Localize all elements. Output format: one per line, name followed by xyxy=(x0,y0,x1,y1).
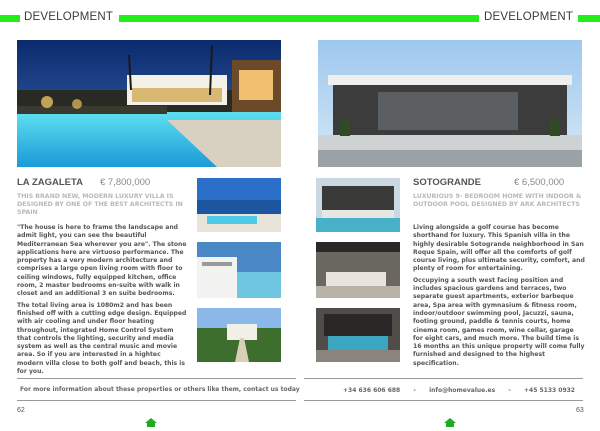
description-paragraph: Occupying a south west facing position and includes spacious gardens and terraces, two separate guest apartments, exterior barbeque area, Spa area with gymnasium & fitness room, indoor/outdoor swimming pool, Jacuzzi, sauna, footing ground, paddle & tennis courts, home cinema room, games room, wine cellar, garage for eight cars, and much more. The build time is 16 months an this unique property will come fully furnished and designed to the highest specification. xyxy=(413,276,585,367)
thumb-photo-terrace xyxy=(197,242,281,298)
hero-photo-la-zagaleta xyxy=(17,40,281,167)
description-paragraph: Living alongside a golf course has become shorthand for luxury. This Spanish villa in the highly desirable Sotogrande neighborhood in San Roque Spain, will offer all the comforts of golf course living, plus ultimate security, comfort, and plenty of room for entertaining. xyxy=(413,224,585,273)
property-name-la-zagaleta: LA ZAGALETA xyxy=(17,177,83,188)
footer-contact-text: For more information about these properties or others like them, contact us today xyxy=(20,386,300,393)
footer-divider-left xyxy=(17,378,296,379)
property-price-la-zagaleta: € 7,800,000 xyxy=(100,177,151,188)
property-subtitle-sotogrande: LUXURIOUS 9- BEDROOM HOME WITH INDOOR & OUTDOOR POOL DESIGNED BY ARK ARCHITECTS xyxy=(413,193,582,208)
contact-bar xyxy=(343,387,575,394)
contact-email[interactable]: info@homevalue.es xyxy=(429,387,496,394)
contact-separator: - xyxy=(413,387,416,394)
property-description-la-zagaleta xyxy=(17,224,189,379)
page-number-left: 62 xyxy=(17,407,25,414)
footer-divider-right-bottom xyxy=(304,400,583,401)
property-description-sotogrande xyxy=(413,224,585,371)
contact-phone-2[interactable]: +45 5133 0932 xyxy=(524,387,575,394)
header-bar-right-stub xyxy=(578,15,600,22)
contact-separator: - xyxy=(508,387,511,394)
description-paragraph: "The house is here to frame the landscape and admit light, you can see the beautiful Mediterranean Sea wherever you are". The stone applications here are virtuoso performance. The property has a very modern architecture and comprises a large open living room with floor to ceiling windows, fully equipped kitchen, office room, 2 master bedrooms en-suite with walk in closet and an additional 3 en suite bedrooms. xyxy=(17,224,187,298)
contact-phone[interactable]: +34 636 606 688 xyxy=(343,387,401,394)
home-logo-icon xyxy=(444,412,456,421)
header-bar-right-long xyxy=(304,15,479,22)
page-header-left: DEVELOPMENT xyxy=(24,11,114,23)
property-name-sotogrande: SOTOGRANDE xyxy=(413,177,481,188)
home-logo-icon xyxy=(145,412,157,421)
description-paragraph: The total living area is 1080m2 and has been finished off with a cutting edge design. Equipped with air cooling and under floor heating throughout, integrated Home Control System that controls the lighting, security and media system as well as the central music and movie area. So if you are interested in a hightec modern villa close to both golf and beach, this is for you. xyxy=(17,301,187,376)
thumb-photo-indoor-pool xyxy=(316,308,400,362)
page-header-right: DEVELOPMENT xyxy=(484,11,574,23)
thumb-photo-garden-path xyxy=(197,308,281,362)
thumb-photo-pool-house xyxy=(316,178,400,232)
hero-photo-sotogrande xyxy=(318,40,582,167)
thumb-photo-living-room xyxy=(316,242,400,298)
property-price-sotogrande: € 6,500,000 xyxy=(514,177,565,188)
thumb-photo-sea-view xyxy=(197,178,281,232)
header-bar-left-stub xyxy=(0,15,20,22)
footer-divider-right xyxy=(304,378,583,379)
page-number-right: 63 xyxy=(576,407,584,414)
property-subtitle-la-zagaleta: THIS BRAND NEW, MODERN LUXURY VILLA IS DESIGNED BY ONE OF THE BEST ARCHITECTS IN SPAIN xyxy=(17,193,183,216)
footer-divider-left-bottom xyxy=(17,400,296,401)
